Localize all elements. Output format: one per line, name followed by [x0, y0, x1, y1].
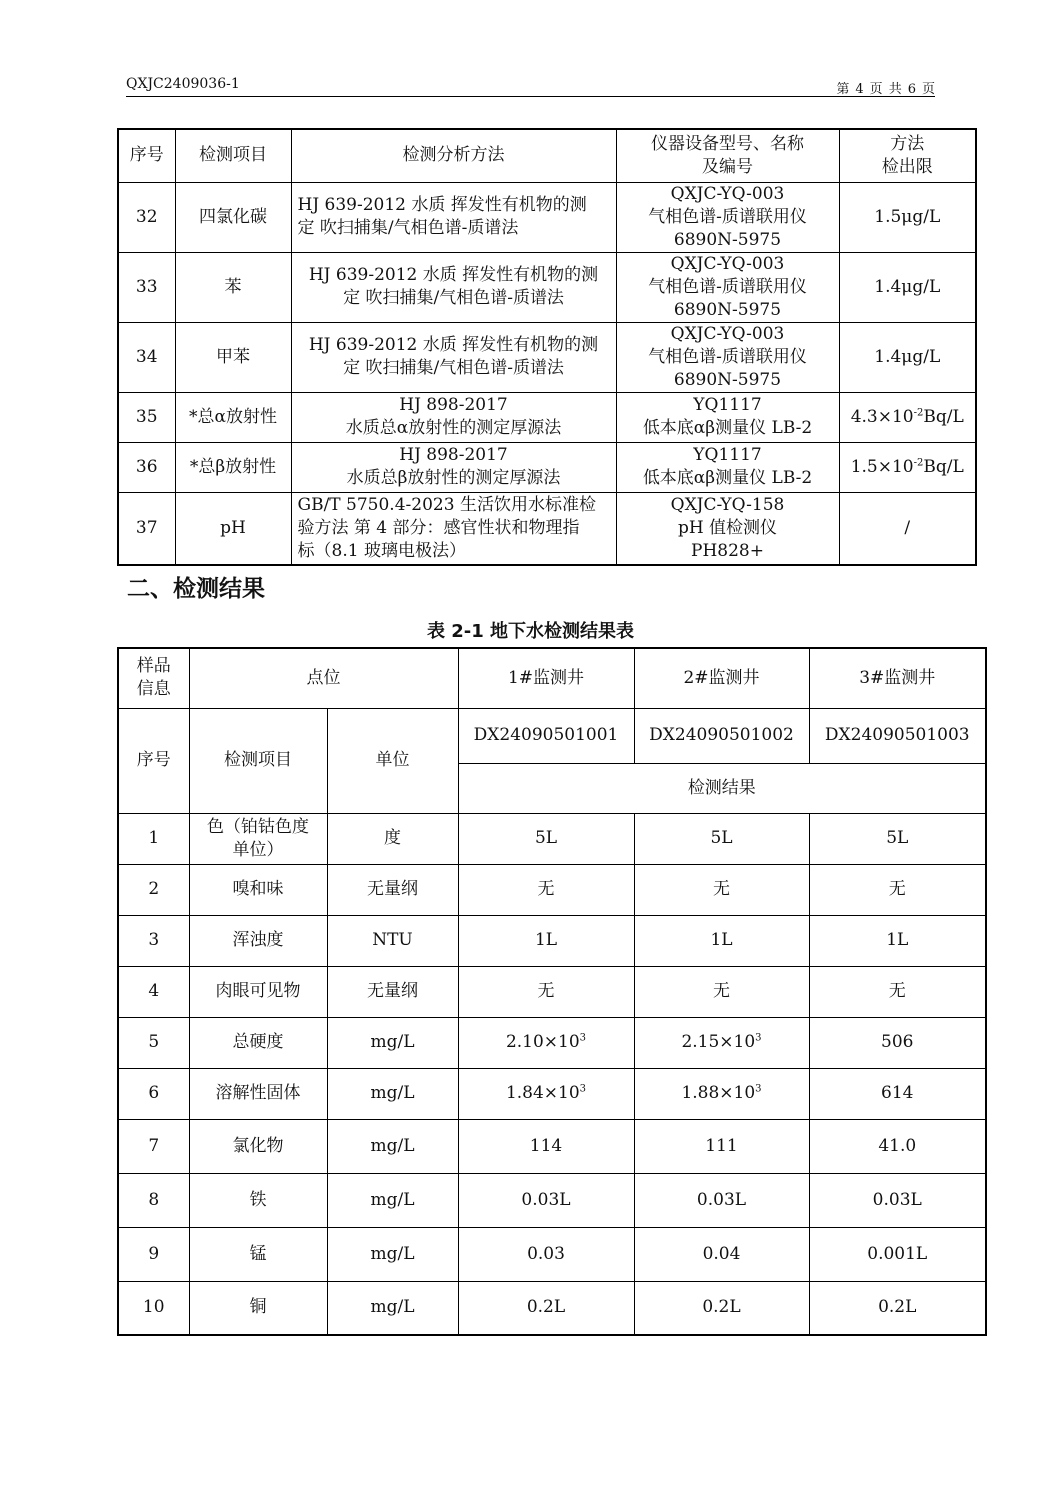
unit-label: 单位: [327, 708, 458, 813]
header-instrument: 仪器设备型号、名称 及编号: [616, 129, 839, 182]
table-row: 34 甲苯 HJ 639-2012 水质 挥发性有机物的测 定 吹扫捕集/气相色谱-质谱法 QXJC-YQ-003 气相色谱-质谱联用仪 6890N-5975 1.4μg/L: [118, 322, 976, 392]
sample-info-row: [118, 648, 986, 708]
table-row: 8 铁 mg/L 0.03L 0.03L 0.03L: [118, 1173, 986, 1227]
methods-table: [117, 128, 977, 566]
header-seq: 序号: [118, 129, 175, 182]
well-3: 3#监测井: [809, 648, 986, 708]
table-row: 33 苯 HJ 639-2012 水质 挥发性有机物的测 定 吹扫捕集/气相色谱-质谱法 QXJC-YQ-003 气相色谱-质谱联用仪 6890N-5975 1.4μg/L: [118, 252, 976, 322]
sample-info-label: 样品 信息: [118, 648, 189, 708]
page-indicator: 第 4 页 共 6 页: [836, 82, 935, 97]
item-label: 检测项目: [189, 708, 327, 813]
point-label: 点位: [189, 648, 458, 708]
sample-id-row: [118, 708, 986, 763]
sample-id-3: DX24090501003: [809, 708, 986, 763]
result-label: 检测结果: [458, 763, 986, 813]
well-1: 1#监测井: [458, 648, 634, 708]
header-item: 检测项目: [175, 129, 291, 182]
header-limit: 方法 检出限: [839, 129, 976, 182]
seq-label: 序号: [118, 708, 189, 813]
table-row: 9 锰 mg/L 0.03 0.04 0.001L: [118, 1227, 986, 1281]
well-2: 2#监测井: [634, 648, 809, 708]
table-row: 7 氯化物 mg/L 114 111 41.0: [118, 1119, 986, 1173]
report-number: QXJC2409036-1: [126, 76, 240, 92]
page-header: [126, 76, 935, 98]
total-pages: 6: [907, 82, 916, 97]
results-table: [117, 647, 987, 1336]
page-number: 4: [855, 82, 864, 97]
table-row: 5 总硬度 mg/L $2.10\times 10^3$ $2.15\times 10^3$ 506: [118, 1017, 986, 1068]
table-row: 3 浑浊度 NTU 1L 1L 1L: [118, 915, 986, 966]
table-row: 10 铜 mg/L 0.2L 0.2L 0.2L: [118, 1281, 986, 1335]
header-method: 检测分析方法: [291, 129, 616, 182]
table-row: 35 *总α放射性 HJ 898-2017 水质总α放射性的测定厚源法 YQ1117 低本底αβ测量仪 LB-2 $4.3\times 10^{-2}Bq/L$: [118, 392, 976, 442]
table-row: 4 肉眼可见物 无量纲 无 无 无: [118, 966, 986, 1017]
table-row: 32 四氯化碳 HJ 639-2012 水质 挥发性有机物的测 定 吹扫捕集/气相色谱-质谱法 QXJC-YQ-003 气相色谱-质谱联用仪 6890N-5975 1.5μg/L: [118, 182, 976, 252]
header-divider: [126, 96, 935, 97]
table-row: 37 pH GB/T 5750.4-2023 生活饮用水标准检 验方法 第 4 部分：感官性状和物理指 标（8.1 玻璃电极法） QXJC-YQ-158 pH 值检测仪 PH828+ /: [118, 492, 976, 565]
sample-id-2: DX24090501002: [634, 708, 809, 763]
table-row: 1 色（铂钴色度 单位） 度 5L 5L 5L: [118, 813, 986, 864]
methods-header-row: [118, 129, 976, 182]
table-row: 6 溶解性固体 mg/L $1.84\times 10^3$ $1.88\times 10^3$ 614: [118, 1068, 986, 1119]
sample-id-1: DX24090501001: [458, 708, 634, 763]
table-row: 36 *总β放射性 HJ 898-2017 水质总β放射性的测定厚源法 YQ1117 低本底αβ测量仪 LB-2 $1.5\times 10^{-2}Bq/L$: [118, 442, 976, 492]
section-title: 二、检测结果: [127, 576, 265, 602]
table-row: 2 嗅和味 无量纲 无 无 无: [118, 864, 986, 915]
table-caption: 表 2-1 地下水检测结果表: [426, 621, 635, 642]
